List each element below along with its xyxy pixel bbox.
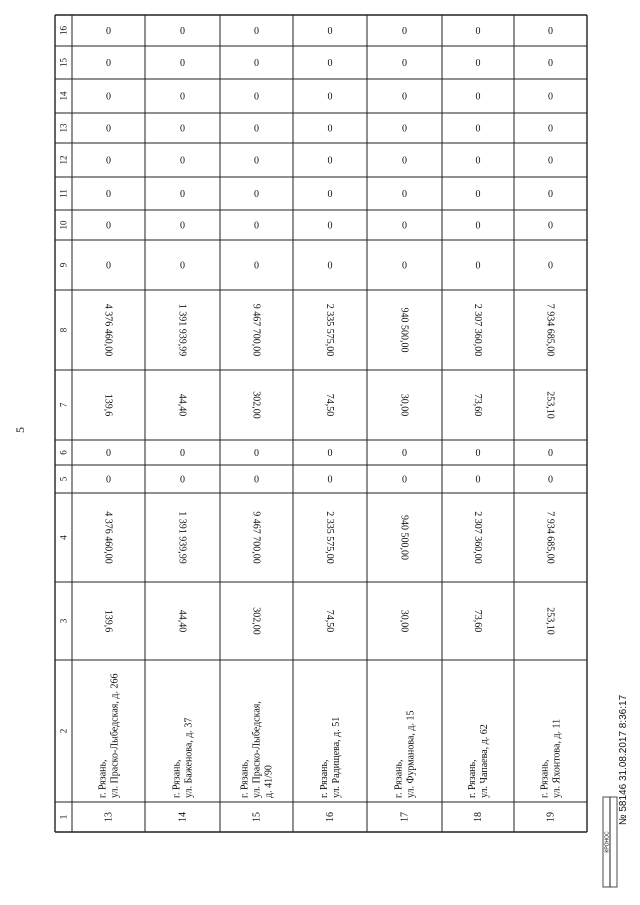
zero-value: 0: [106, 123, 111, 135]
zero-value: 0: [254, 260, 259, 272]
zero-value: 0: [327, 189, 333, 200]
zero-value: 0: [327, 448, 333, 459]
column-number: 6: [58, 450, 69, 455]
zero-value: 0: [327, 220, 333, 232]
zero-value: 0: [475, 91, 481, 103]
column-number: 8: [58, 327, 69, 333]
column-number: 11: [58, 189, 69, 198]
zero-value: 0: [402, 123, 407, 135]
zero-value: 0: [254, 58, 259, 69]
stamp-text: № 58146 31.08.2017 8:36:17: [618, 694, 629, 826]
table-row: [172, 26, 195, 822]
cost-value-repeat: 2 335 575,00: [324, 303, 335, 357]
zero-value: 0: [327, 91, 333, 103]
zero-value: 0: [475, 448, 481, 459]
row-number: 15: [251, 812, 263, 822]
zero-value: 0: [402, 474, 407, 486]
zero-value: 0: [180, 26, 185, 37]
zero-value: 0: [180, 155, 185, 167]
row-number: 18: [473, 812, 484, 822]
zero-value: 0: [402, 91, 407, 103]
zero-value: 0: [106, 474, 111, 486]
address-line: г. Рязань,: [97, 759, 109, 798]
column-number: 3: [58, 618, 69, 624]
area-value-repeat: 253,10: [544, 391, 556, 419]
zero-value: 0: [180, 474, 185, 486]
zero-value: 0: [327, 26, 333, 37]
cost-value: 7 934 685,00: [544, 511, 556, 564]
column-number: 14: [58, 91, 69, 101]
row-number: 13: [103, 812, 115, 822]
cost-value-repeat: 4 376 460,00: [102, 303, 114, 357]
address-line: ул. Чапаева, д. 62: [479, 724, 490, 798]
zero-value: 0: [475, 220, 481, 232]
column-number: 10: [58, 220, 69, 230]
area-value: 73,60: [472, 609, 483, 633]
zero-value: 0: [106, 91, 111, 103]
column-number: 15: [58, 58, 69, 67]
zero-value: 0: [180, 91, 185, 103]
zero-value: 0: [402, 155, 407, 167]
zero-value: 0: [548, 26, 553, 37]
zero-value: 0: [106, 58, 111, 69]
page-number: 5: [13, 427, 27, 433]
zero-value: 0: [402, 448, 407, 459]
column-number: 16: [58, 26, 69, 35]
zero-value: 0: [475, 260, 481, 272]
zero-value: 0: [548, 448, 553, 459]
zero-value: 0: [106, 448, 111, 459]
cost-value: 4 376 460,00: [102, 511, 114, 564]
column-number: 7: [58, 402, 69, 408]
zero-value: 0: [327, 474, 333, 486]
zero-value: 0: [254, 220, 259, 232]
zero-value: 0: [475, 26, 481, 37]
column-number: 9: [58, 262, 69, 268]
address-line: ул. Праско-Лыбедская, д. 266: [109, 673, 121, 798]
cost-value: 2 335 575,00: [324, 511, 335, 564]
table-grid: [55, 15, 587, 832]
area-value: 302,00: [250, 607, 262, 635]
zero-value: 0: [254, 26, 259, 37]
address-line: ул. Праско-Лыбедская,: [251, 701, 263, 798]
zero-value: 0: [254, 189, 259, 200]
zero-value: 0: [548, 260, 553, 272]
cost-value-repeat: 2 307 360,00: [472, 303, 483, 357]
row-number: 14: [177, 812, 189, 822]
zero-value: 0: [106, 220, 111, 232]
area-value-repeat: 74,50: [324, 393, 335, 417]
zero-value: 0: [180, 448, 185, 459]
cost-value: 940 500,00: [398, 515, 410, 560]
area-value: 253,10: [544, 607, 556, 635]
column-number: 1: [58, 814, 69, 820]
zero-value: 0: [402, 189, 407, 200]
table-row: [540, 26, 563, 822]
cost-value-repeat: 7 934 685,00: [544, 303, 556, 357]
registration-stamp: [603, 694, 629, 887]
address-line: г. Рязань,: [467, 759, 478, 798]
table-row: [394, 26, 417, 822]
zero-value: 0: [548, 189, 553, 200]
zero-value: 0: [106, 189, 111, 200]
address-line: ул. Баженова, д. 37: [183, 717, 195, 798]
zero-value: 0: [475, 474, 481, 486]
column-number-row: [59, 26, 69, 820]
area-value: 44,40: [176, 609, 188, 633]
zero-value: 0: [327, 58, 333, 69]
zero-value: 0: [475, 123, 481, 135]
cost-value: 9 467 700,00: [250, 511, 262, 564]
zero-value: 0: [402, 58, 407, 69]
address-line: г. Рязань,: [393, 759, 405, 798]
cost-value: 2 307 360,00: [472, 511, 483, 564]
area-value: 74,50: [324, 609, 335, 633]
cost-value-repeat: 1 391 939,99: [176, 303, 188, 357]
column-number: 4: [58, 535, 69, 540]
address-line: г. Рязань,: [239, 759, 251, 798]
row-number: 19: [545, 812, 557, 822]
column-number: 13: [58, 123, 69, 133]
zero-value: 0: [475, 189, 481, 200]
zero-value: 0: [548, 220, 553, 232]
column-number: 5: [58, 476, 69, 482]
zero-value: 0: [254, 91, 259, 103]
zero-value: 0: [327, 123, 333, 135]
cost-value-repeat: 940 500,00: [398, 307, 410, 353]
address-line: ул. Фурманова, д. 15: [405, 710, 417, 798]
column-number: 2: [58, 728, 69, 734]
logo-text: КРОНОС: [604, 831, 611, 853]
table-row: [98, 26, 121, 822]
table-row: [467, 26, 490, 822]
zero-value: 0: [475, 58, 481, 69]
zero-value: 0: [180, 189, 185, 200]
address-line: д. 41/90: [263, 765, 275, 798]
cost-value-repeat: 9 467 700,00: [250, 303, 262, 357]
zero-value: 0: [254, 448, 259, 459]
zero-value: 0: [106, 155, 111, 167]
zero-value: 0: [180, 123, 185, 135]
address-line: г. Рязань,: [171, 759, 183, 798]
row-number: 17: [399, 812, 411, 822]
zero-value: 0: [548, 155, 553, 167]
zero-value: 0: [402, 26, 407, 37]
zero-value: 0: [106, 26, 111, 37]
area-value: 139,6: [102, 609, 114, 633]
zero-value: 0: [402, 220, 407, 232]
table-row: [240, 26, 275, 822]
zero-value: 0: [254, 474, 259, 486]
zero-value: 0: [548, 58, 553, 69]
area-value-repeat: 139,6: [102, 393, 114, 417]
area-value: 30,00: [398, 609, 410, 633]
cost-value: 1 391 939,99: [176, 511, 188, 564]
zero-value: 0: [475, 155, 481, 167]
area-value-repeat: 302,00: [250, 391, 262, 419]
table-row: [319, 26, 342, 822]
zero-value: 0: [180, 220, 185, 232]
address-line: г. Рязань,: [539, 759, 551, 798]
zero-value: 0: [254, 155, 259, 167]
address-line: ул. Радищева, д. 51: [331, 716, 342, 798]
zero-value: 0: [548, 123, 553, 135]
zero-value: 0: [180, 58, 185, 69]
zero-value: 0: [254, 123, 259, 135]
table-body: [98, 26, 563, 822]
zero-value: 0: [548, 474, 553, 486]
zero-value: 0: [180, 260, 185, 272]
row-number: 16: [325, 812, 336, 822]
zero-value: 0: [548, 91, 553, 103]
zero-value: 0: [402, 260, 407, 272]
area-value-repeat: 73,60: [472, 393, 483, 417]
kronos-logo-icon: [603, 797, 617, 887]
address-line: ул. Яхонтова, д. 11: [551, 718, 563, 798]
area-value-repeat: 44,40: [176, 393, 188, 417]
zero-value: 0: [106, 260, 111, 272]
zero-value: 0: [327, 260, 333, 272]
area-value-repeat: 30,00: [398, 393, 410, 417]
address-line: г. Рязань,: [319, 759, 330, 798]
column-number: 12: [58, 155, 69, 165]
zero-value: 0: [327, 155, 333, 167]
